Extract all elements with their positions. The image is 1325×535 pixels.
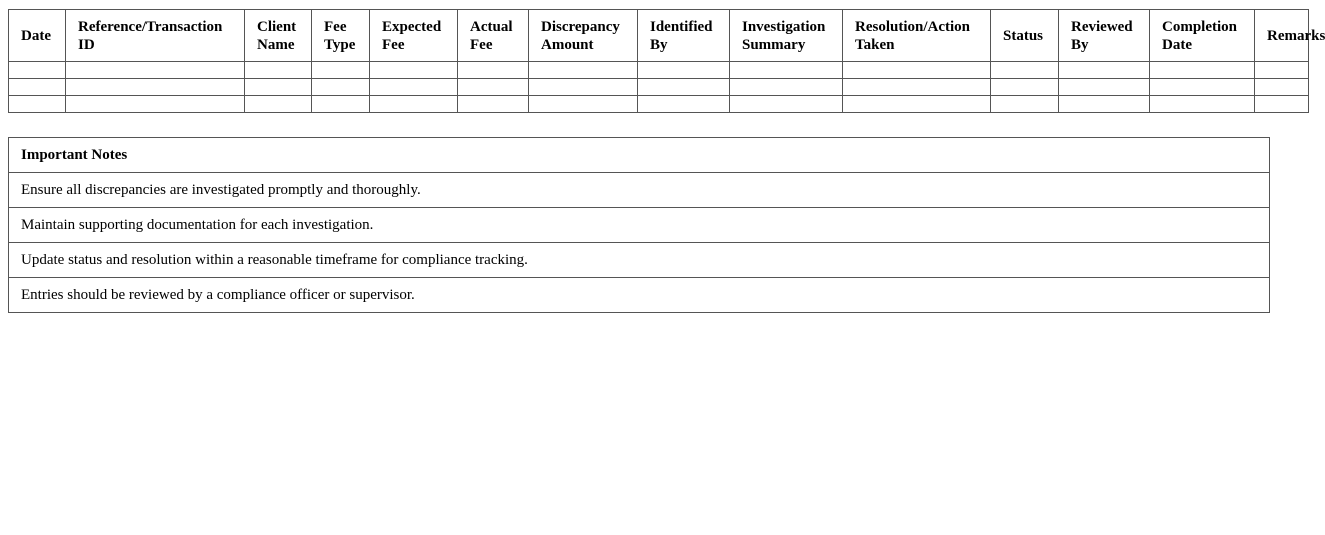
- table-cell[interactable]: [66, 79, 245, 96]
- table-cell[interactable]: [9, 96, 66, 113]
- column-header: Client Name: [245, 10, 312, 62]
- table-cell[interactable]: [529, 79, 638, 96]
- column-header: Expected Fee: [370, 10, 458, 62]
- table-cell[interactable]: [1150, 96, 1255, 113]
- table-cell[interactable]: [1255, 79, 1309, 96]
- table-cell[interactable]: [1059, 96, 1150, 113]
- table-cell[interactable]: [730, 79, 843, 96]
- column-header: Discrepancy Amount: [529, 10, 638, 62]
- table-cell[interactable]: [1059, 79, 1150, 96]
- table-cell[interactable]: [1255, 62, 1309, 79]
- column-header: Date: [9, 10, 66, 62]
- table-cell[interactable]: [370, 79, 458, 96]
- column-header: Resolution/Action Taken: [843, 10, 991, 62]
- table-row: [9, 62, 1309, 79]
- table-cell[interactable]: [1255, 96, 1309, 113]
- table-cell[interactable]: [843, 79, 991, 96]
- table-cell[interactable]: [370, 96, 458, 113]
- table-cell[interactable]: [529, 62, 638, 79]
- column-header: Reference/Transaction ID: [66, 10, 245, 62]
- column-header: Completion Date: [1150, 10, 1255, 62]
- table-cell[interactable]: [991, 79, 1059, 96]
- table-cell[interactable]: [370, 62, 458, 79]
- table-cell[interactable]: [312, 79, 370, 96]
- table-cell[interactable]: [245, 96, 312, 113]
- note-item: Ensure all discrepancies are investigated promptly and thoroughly.: [9, 173, 1270, 208]
- table-cell[interactable]: [312, 96, 370, 113]
- table-cell[interactable]: [991, 96, 1059, 113]
- table-cell[interactable]: [638, 79, 730, 96]
- column-header: Status: [991, 10, 1059, 62]
- table-row: [9, 96, 1309, 113]
- column-header: Investigation Summary: [730, 10, 843, 62]
- notes-title: Important Notes: [9, 138, 1270, 173]
- column-header: Reviewed By: [1059, 10, 1150, 62]
- column-header: Remarks: [1255, 10, 1309, 62]
- table-row: [9, 79, 1309, 96]
- table-cell[interactable]: [245, 62, 312, 79]
- column-header: Identified By: [638, 10, 730, 62]
- table-cell[interactable]: [9, 62, 66, 79]
- table-cell[interactable]: [638, 62, 730, 79]
- fee-discrepancy-log-table: [8, 9, 1325, 113]
- note-item: Maintain supporting documentation for each investigation.: [9, 208, 1270, 243]
- header-row: [9, 10, 1309, 62]
- table-cell[interactable]: [66, 96, 245, 113]
- table-cell[interactable]: [991, 62, 1059, 79]
- table-cell[interactable]: [458, 62, 529, 79]
- table-cell[interactable]: [9, 79, 66, 96]
- note-item: Update status and resolution within a reasonable timeframe for compliance tracking.: [9, 243, 1270, 278]
- important-notes-table: [8, 137, 1270, 313]
- table-cell[interactable]: [730, 96, 843, 113]
- table-cell[interactable]: [843, 62, 991, 79]
- table-cell[interactable]: [843, 96, 991, 113]
- table-cell[interactable]: [1150, 62, 1255, 79]
- table-cell[interactable]: [245, 79, 312, 96]
- table-cell[interactable]: [1059, 62, 1150, 79]
- table-cell[interactable]: [638, 96, 730, 113]
- column-header: Fee Type: [312, 10, 370, 62]
- table-cell[interactable]: [730, 62, 843, 79]
- table-cell[interactable]: [1150, 79, 1255, 96]
- table-cell[interactable]: [312, 62, 370, 79]
- table-cell[interactable]: [529, 96, 638, 113]
- note-item: Entries should be reviewed by a compliance officer or supervisor.: [9, 278, 1270, 313]
- table-cell[interactable]: [66, 62, 245, 79]
- table-cell[interactable]: [458, 79, 529, 96]
- column-header: Actual Fee: [458, 10, 529, 62]
- table-cell[interactable]: [458, 96, 529, 113]
